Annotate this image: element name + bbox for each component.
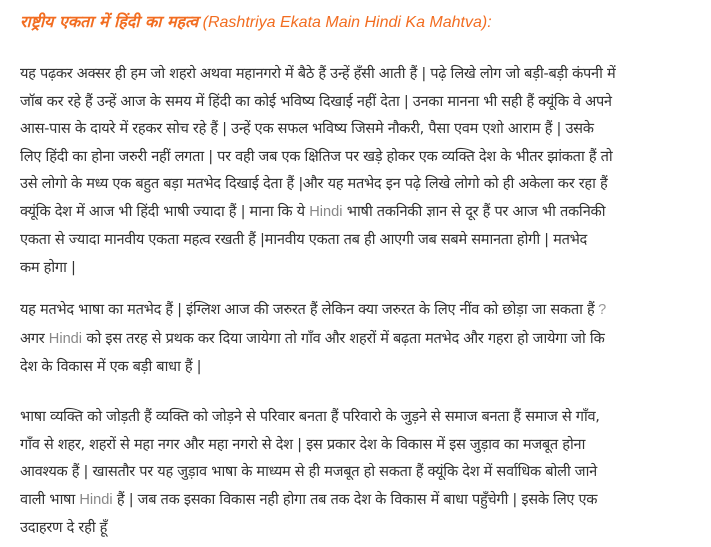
text-line: गाँव से शहर, शहरों से महा नगर और महा नगरो से देश | इस प्रकार देश के विकास में इस जुड़ाव का मजबूत होना bbox=[20, 435, 586, 453]
text-line: भाषा व्यक्ति को जोड़ती हैं व्यक्ति को जोड़ने से परिवार बनता हैं परिवारो के जुड़ने से समाज बनता हैं समाज से गाँव, bbox=[20, 408, 600, 425]
hindi-keyword: Hindi bbox=[309, 203, 343, 220]
heading-transliteration: (Rashtriya Ekata Main Hindi Ka Mahtva): bbox=[198, 14, 492, 31]
paragraph-2 bbox=[20, 296, 606, 381]
text-line: उसे लोगो के मध्य एक बहुत बड़ा मतभेद दिखाई देता हैं |और यह मतभेद इन पढ़े लिखे लोगो को ही अकेला कर रहा हैं bbox=[20, 175, 608, 192]
hindi-keyword: Hindi bbox=[79, 491, 113, 508]
text-line: अगर Hindi को इस तरह से प्रथक कर दिया जायेगा तो गाँव और शहरों में बढ़ता मतभेद और गहरा हो जायेगा जो कि bbox=[20, 329, 605, 347]
hindi-keyword: Hindi bbox=[48, 330, 83, 347]
paragraph-1 bbox=[20, 60, 615, 281]
text-line: देश के विकास में एक बड़ी बाधा हैं | bbox=[20, 358, 202, 375]
text-line: कम होगा | bbox=[20, 258, 76, 276]
text-line: वाली भाषा Hindi हैं | जब तक इसका विकास नही होगा तब तक देश के विकास में बाधा पहुँचेगी | इसके लिए एक bbox=[20, 490, 598, 508]
text-line: आस-पास के दायरे में रहकर सोच रहे हैं | उन्हें एक सफल भविष्य जिसमे नौकरी, पैसा एवम एशो आराम हैं | उसके bbox=[20, 120, 594, 137]
paragraph-3 bbox=[20, 403, 600, 542]
article-content bbox=[20, 0, 700, 536]
text-line: जॉब कर रहे हैं उन्हें आज के समय में हिंदी का कोई भविष्य दिखाई नहीं देता | उनका मानना भी सही हैं क्यूंकि वे अपने bbox=[20, 92, 612, 110]
section-heading bbox=[20, 0, 700, 34]
text-line: यह मतभेद भाषा का मतभेद हैं | इंग्लिश आज की जरुरत हैं लेकिन क्या जरुरत के लिए नींव को छोड़ा जा सकता हैं ? bbox=[20, 301, 606, 318]
text-line: एकता से ज्यादा मानवीय एकता महत्व रखती हैं |मानवीय एकता तब ही आएगी जब सबमे समानता होगी | मतभेद bbox=[20, 231, 587, 248]
text-line: उदाहरण दे रही हूँ bbox=[20, 519, 108, 536]
text-line: लिए हिंदी का होना जरुरी नहीं लगता | पर वही जब एक क्षितिज पर खड़े होकर एक व्यक्ति देश के भीतर झांकता हैं तो bbox=[20, 147, 613, 165]
heading-hindi: राष्ट्रीय एकता में हिंदी का महत्व bbox=[20, 12, 199, 31]
text-line: क्यूंकि देश में आज भी हिंदी भाषी ज्यादा हैं | माना कि ये Hindi भाषी तकनिकी ज्ञान से दूर हैं पर आज भी तकनिकी bbox=[20, 202, 606, 220]
text-line: आवश्यक हैं | खासतौर पर यह जुड़ाव भाषा के माध्यम से ही मजबूत हो सकता हैं क्यूंकि देश में सर्वाधिक बोली जाने bbox=[20, 463, 597, 480]
text-line: यह पढ़कर अक्सर ही हम जो शहरो अथवा महानगरो में बैठे हैं उन्हें हँसी आती हैं | पढ़े लिखे लोग जो बड़ी-बड़ी कंपनी में bbox=[20, 65, 616, 82]
